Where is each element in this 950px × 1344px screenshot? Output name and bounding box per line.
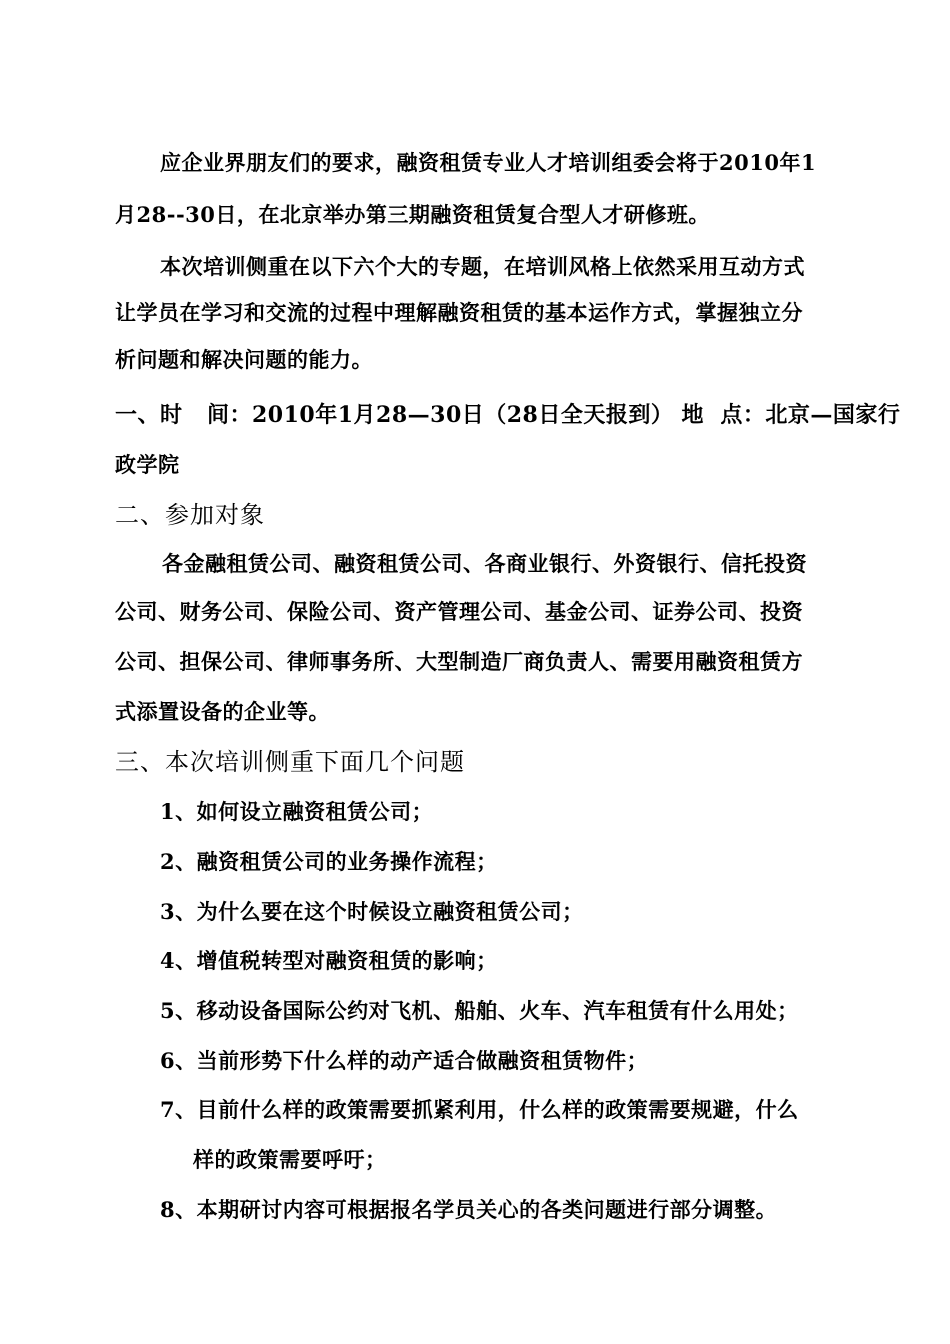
intro-paragraph-2-line-3: 析问题和解决问题的能力。 (115, 347, 373, 372)
section-1-time-location: 一、时 间：2010年1月28—30日（28日全天报到） 地 点：北京—国家行 (115, 402, 901, 428)
topic-item: 2、融资租赁公司的业务操作流程； (160, 849, 498, 874)
topic-item: 3、为什么要在这个时候设立融资租赁公司； (160, 899, 584, 924)
section-2-line-1: 各金融租赁公司、融资租赁公司、各商业银行、外资银行、信托投资 (162, 551, 807, 576)
intro-paragraph-2-line-2: 让学员在学习和交流的过程中理解融资租赁的基本运作方式，掌握独立分 (115, 300, 803, 325)
topic-item: 7、目前什么样的政策需要抓紧利用，什么样的政策需要规避，什么 (160, 1097, 799, 1122)
intro-paragraph-2-line-1: 本次培训侧重在以下六个大的专题，在培训风格上依然采用互动方式 (160, 254, 805, 279)
topic-item-continued: 样的政策需要呼吁； (193, 1147, 387, 1172)
topic-item: 5、移动设备国际公约对飞机、船舶、火车、汽车租赁有什么用处； (160, 998, 799, 1023)
section-2-line-3: 公司、担保公司、律师事务所、大型制造厂商负责人、需要用融资租赁方 (115, 649, 803, 674)
section-2-line-2: 公司、财务公司、保险公司、资产管理公司、基金公司、证券公司、投资 (115, 599, 803, 624)
topic-item: 1、如何设立融资租赁公司； (160, 799, 434, 824)
section-2-heading: 二、参加对象 (115, 501, 265, 529)
section-3-heading: 三、本次培训侧重下面几个问题 (115, 748, 465, 776)
intro-paragraph-1-line-1: 应企业界朋友们的要求，融资租赁专业人才培训组委会将于2010年1 (160, 150, 817, 175)
section-2-line-4: 式添置设备的企业等。 (115, 699, 330, 724)
topic-item: 8、本期研讨内容可根据报名学员关心的各类问题进行部分调整。 (160, 1197, 778, 1222)
topic-item: 6、当前形势下什么样的动产适合做融资租赁物件； (160, 1048, 649, 1073)
topic-item: 4、增值税转型对融资租赁的影响； (160, 948, 498, 973)
section-1-location-continued: 政学院 (115, 452, 180, 477)
intro-paragraph-1-line-2: 月28--30日，在北京举办第三期融资租赁复合型人才研修班。 (115, 202, 710, 227)
